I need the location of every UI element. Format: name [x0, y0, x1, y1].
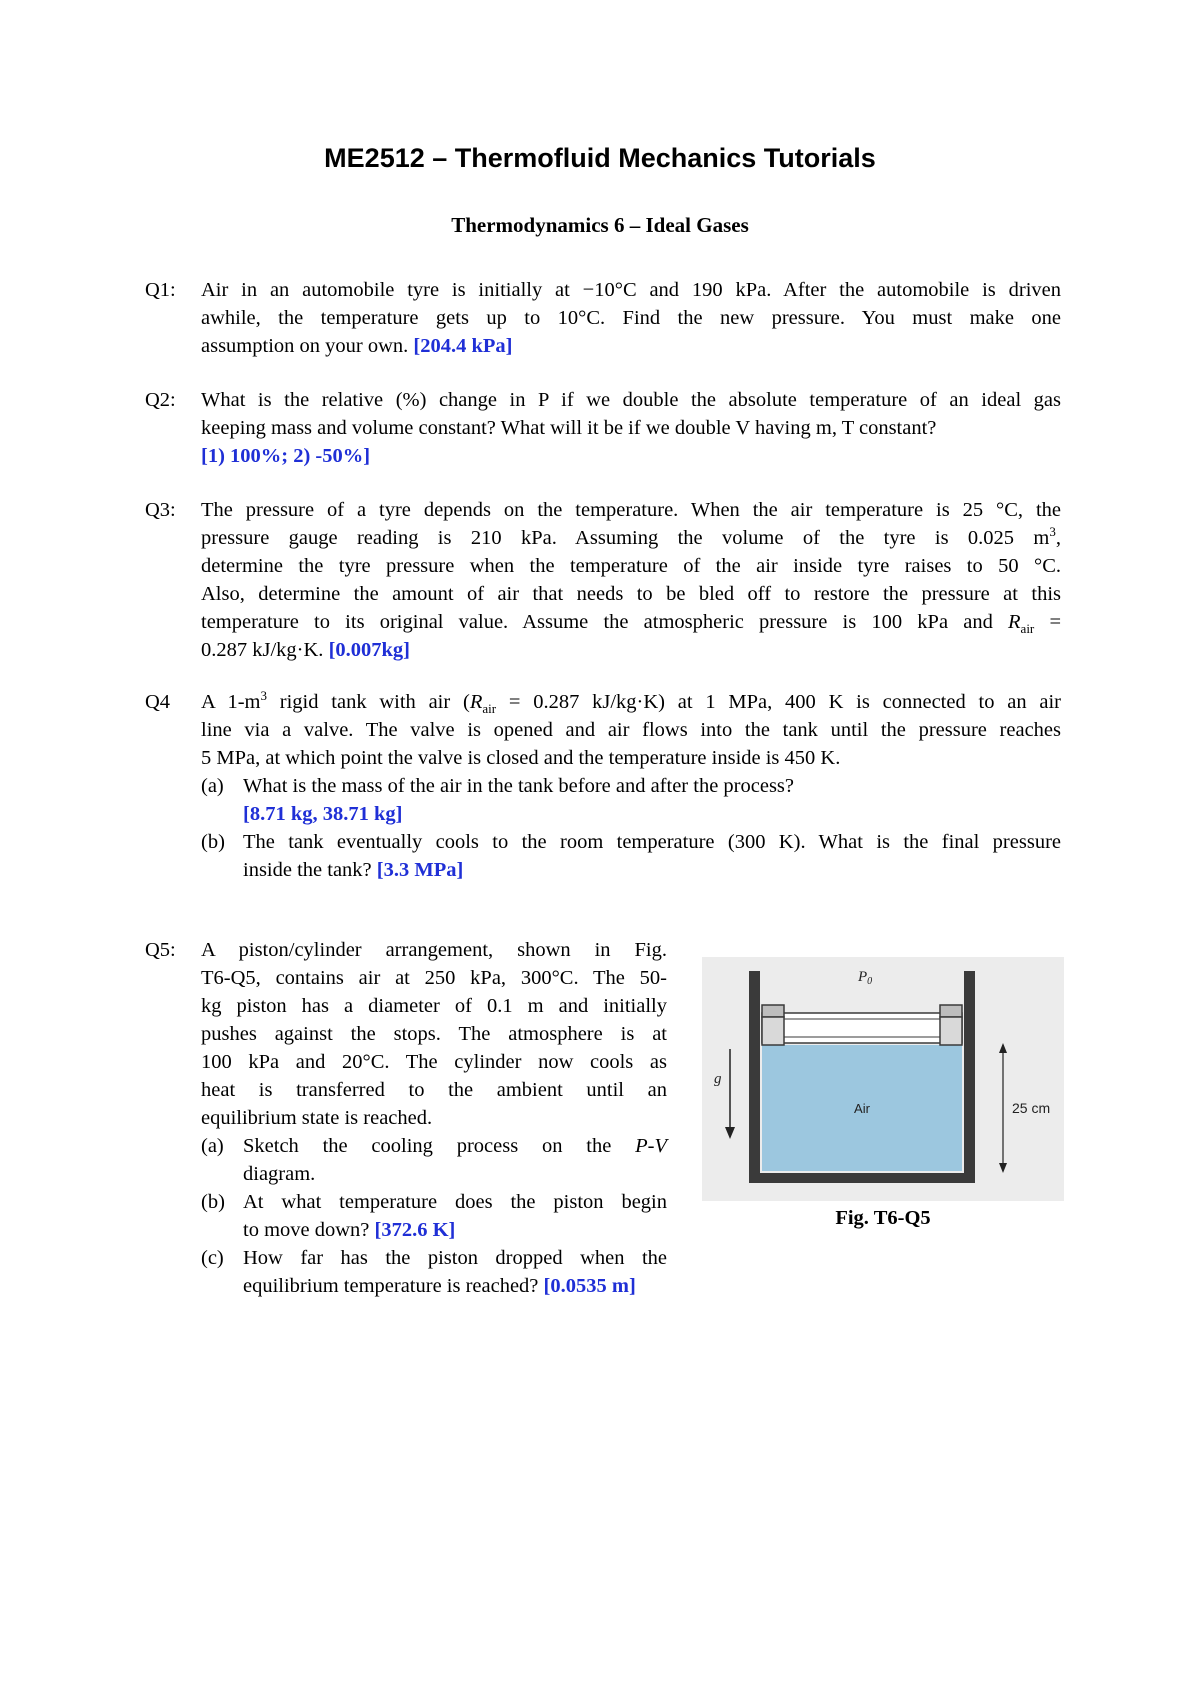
- question-number: Q3:: [145, 499, 176, 521]
- text-line: equilibrium state is reached.: [201, 1107, 433, 1129]
- question-number: Q5:: [145, 939, 176, 961]
- text-line: [243, 1216, 667, 1244]
- subquestion-b: [201, 1188, 667, 1244]
- symbol-r: R: [469, 691, 483, 713]
- text-line: [201, 608, 1061, 636]
- stop-support-right: [940, 1017, 962, 1045]
- text-line: A piston/cylinder arrangement, shown in Fig.: [201, 939, 667, 961]
- text-run: =: [1034, 611, 1062, 633]
- answer: [372.6 K]: [374, 1219, 456, 1241]
- subquestion-c: [201, 1244, 667, 1300]
- piston-cylinder-figure: [702, 957, 1064, 1201]
- subscript: air: [482, 701, 497, 717]
- text-line: T6-Q5, contains air at 250 kPa, 300°C. The 50-: [201, 967, 667, 989]
- text-run: temperature to its original value. Assume the atmospheric pressure is 100 kPa and: [201, 611, 1009, 633]
- stop-right: [940, 1005, 962, 1017]
- stop-left: [762, 1005, 784, 1017]
- text-line: awhile, the temperature gets up to 10°C. Find the new pressure. You must make one: [201, 307, 1061, 329]
- subquestion-a: [201, 1132, 667, 1188]
- question-number: Q1:: [145, 279, 176, 301]
- text-line: What is the relative (%) change in P if we double the absolute temperature of an ideal gas: [201, 389, 1061, 411]
- answer: [1) 100%; 2) -50%]: [201, 445, 371, 467]
- question-text: [201, 496, 1061, 664]
- text-run: to move down?: [243, 1219, 370, 1241]
- text-line: kg piston has a diameter of 0.1 m and initially: [201, 995, 667, 1017]
- answer: [0.007kg]: [328, 639, 410, 661]
- answer: [8.71 kg, 38.71 kg]: [243, 803, 403, 825]
- figure-caption: Fig. T6-Q5: [835, 1207, 931, 1229]
- text-line: [243, 1272, 667, 1300]
- text-line: How far has the piston dropped when the: [243, 1247, 667, 1269]
- piston-cylinder-diagram: [702, 957, 1064, 1201]
- height-label: 25 cm: [1012, 1100, 1051, 1116]
- superscript: 3: [260, 688, 267, 704]
- text-run: assumption on your own.: [201, 335, 409, 357]
- text-line: pushes against the stops. The atmosphere is at: [201, 1023, 667, 1045]
- stop-support-left: [762, 1017, 784, 1045]
- text-run: Sketch the cooling process on the: [243, 1135, 636, 1157]
- answer: [3.3 MPa]: [376, 859, 464, 881]
- text-line: line via a valve. The valve is opened and air flows into the tank until the pressure reaches: [201, 719, 1061, 741]
- question-text: [201, 386, 1061, 470]
- text-line: keeping mass and volume constant? What will it be if we double V having m, T constant?: [201, 417, 937, 439]
- air-label: Air: [854, 1101, 870, 1116]
- symbol-r: R: [1008, 611, 1021, 633]
- text-run: rigid tank with air (: [266, 691, 470, 713]
- text-line: The pressure of a tyre depends on the temperature. When the air temperature is 25 °C, the: [201, 499, 1061, 521]
- answer: [204.4 kPa]: [413, 335, 513, 357]
- superscript: 3: [1049, 524, 1056, 540]
- question-text: [201, 936, 667, 1300]
- subquestion-label: (b): [201, 1191, 225, 1213]
- question-text: [201, 276, 1061, 360]
- text-run: = 0.287 kJ/kg·K) at 1 MPa, 400 K is connected to an air: [496, 691, 1061, 713]
- text-line: diagram.: [243, 1163, 316, 1185]
- text-run: A 1-m: [201, 691, 261, 713]
- text-line: 5 MPa, at which point the valve is closed and the temperature inside is 450 K.: [201, 747, 841, 769]
- text-run: equilibrium temperature is reached?: [243, 1275, 539, 1297]
- text-line: At what temperature does the piston begin: [243, 1191, 667, 1213]
- text-run: pressure gauge reading is 210 kPa. Assuming the volume of the tyre is 0.025 m: [201, 527, 1050, 549]
- text-line: [201, 636, 1061, 664]
- subquestion-label: (c): [201, 1247, 224, 1269]
- piston: [762, 1013, 962, 1043]
- text-line: Air in an automobile tyre is initially at −10°C and 190 kPa. After the automobile is driven: [201, 279, 1061, 301]
- page-subtitle: Thermodynamics 6 – Ideal Gases: [451, 213, 749, 237]
- text-line: What is the mass of the air in the tank before and after the process?: [243, 775, 795, 797]
- answer: [0.0535 m]: [543, 1275, 636, 1297]
- subquestion-a: [201, 772, 1061, 828]
- gravity-label: g: [714, 1071, 722, 1087]
- text-line: 100 kPa and 20°C. The cylinder now cools as: [201, 1051, 667, 1073]
- subscript: air: [1020, 621, 1035, 637]
- page-title: ME2512 – Thermofluid Mechanics Tutorials: [324, 143, 876, 173]
- text-line: [201, 332, 1061, 360]
- text-line: determine the tyre pressure when the temperature of the air inside tyre raises to 50 °C.: [201, 555, 1061, 577]
- text-run: inside the tank?: [243, 859, 372, 881]
- subquestion-label: (b): [201, 831, 225, 853]
- question-number: Q2:: [145, 389, 176, 411]
- text-line: [243, 856, 1061, 884]
- question-number: Q4: [145, 691, 171, 713]
- p0-subscript: 0: [867, 976, 873, 987]
- text-line: The tank eventually cools to the room temperature (300 K). What is the final pressure: [243, 831, 1061, 853]
- question-text: [201, 688, 1061, 884]
- subquestion-b: [201, 828, 1061, 884]
- text-line: Also, determine the amount of air that needs to be bled off to restore the pressure at this: [201, 583, 1061, 605]
- p0-letter: P: [858, 969, 868, 985]
- text-line: [201, 688, 1061, 716]
- subquestion-label: (a): [201, 1135, 224, 1157]
- text-run: 0.287 kJ/kg·K.: [201, 639, 324, 661]
- text-line: [243, 1132, 667, 1160]
- pv-label: P-V: [635, 1135, 667, 1157]
- text-run: ,: [1055, 527, 1061, 549]
- text-line: heat is transferred to the ambient until an: [201, 1079, 667, 1101]
- subquestion-label: (a): [201, 775, 224, 797]
- text-line: [201, 524, 1061, 552]
